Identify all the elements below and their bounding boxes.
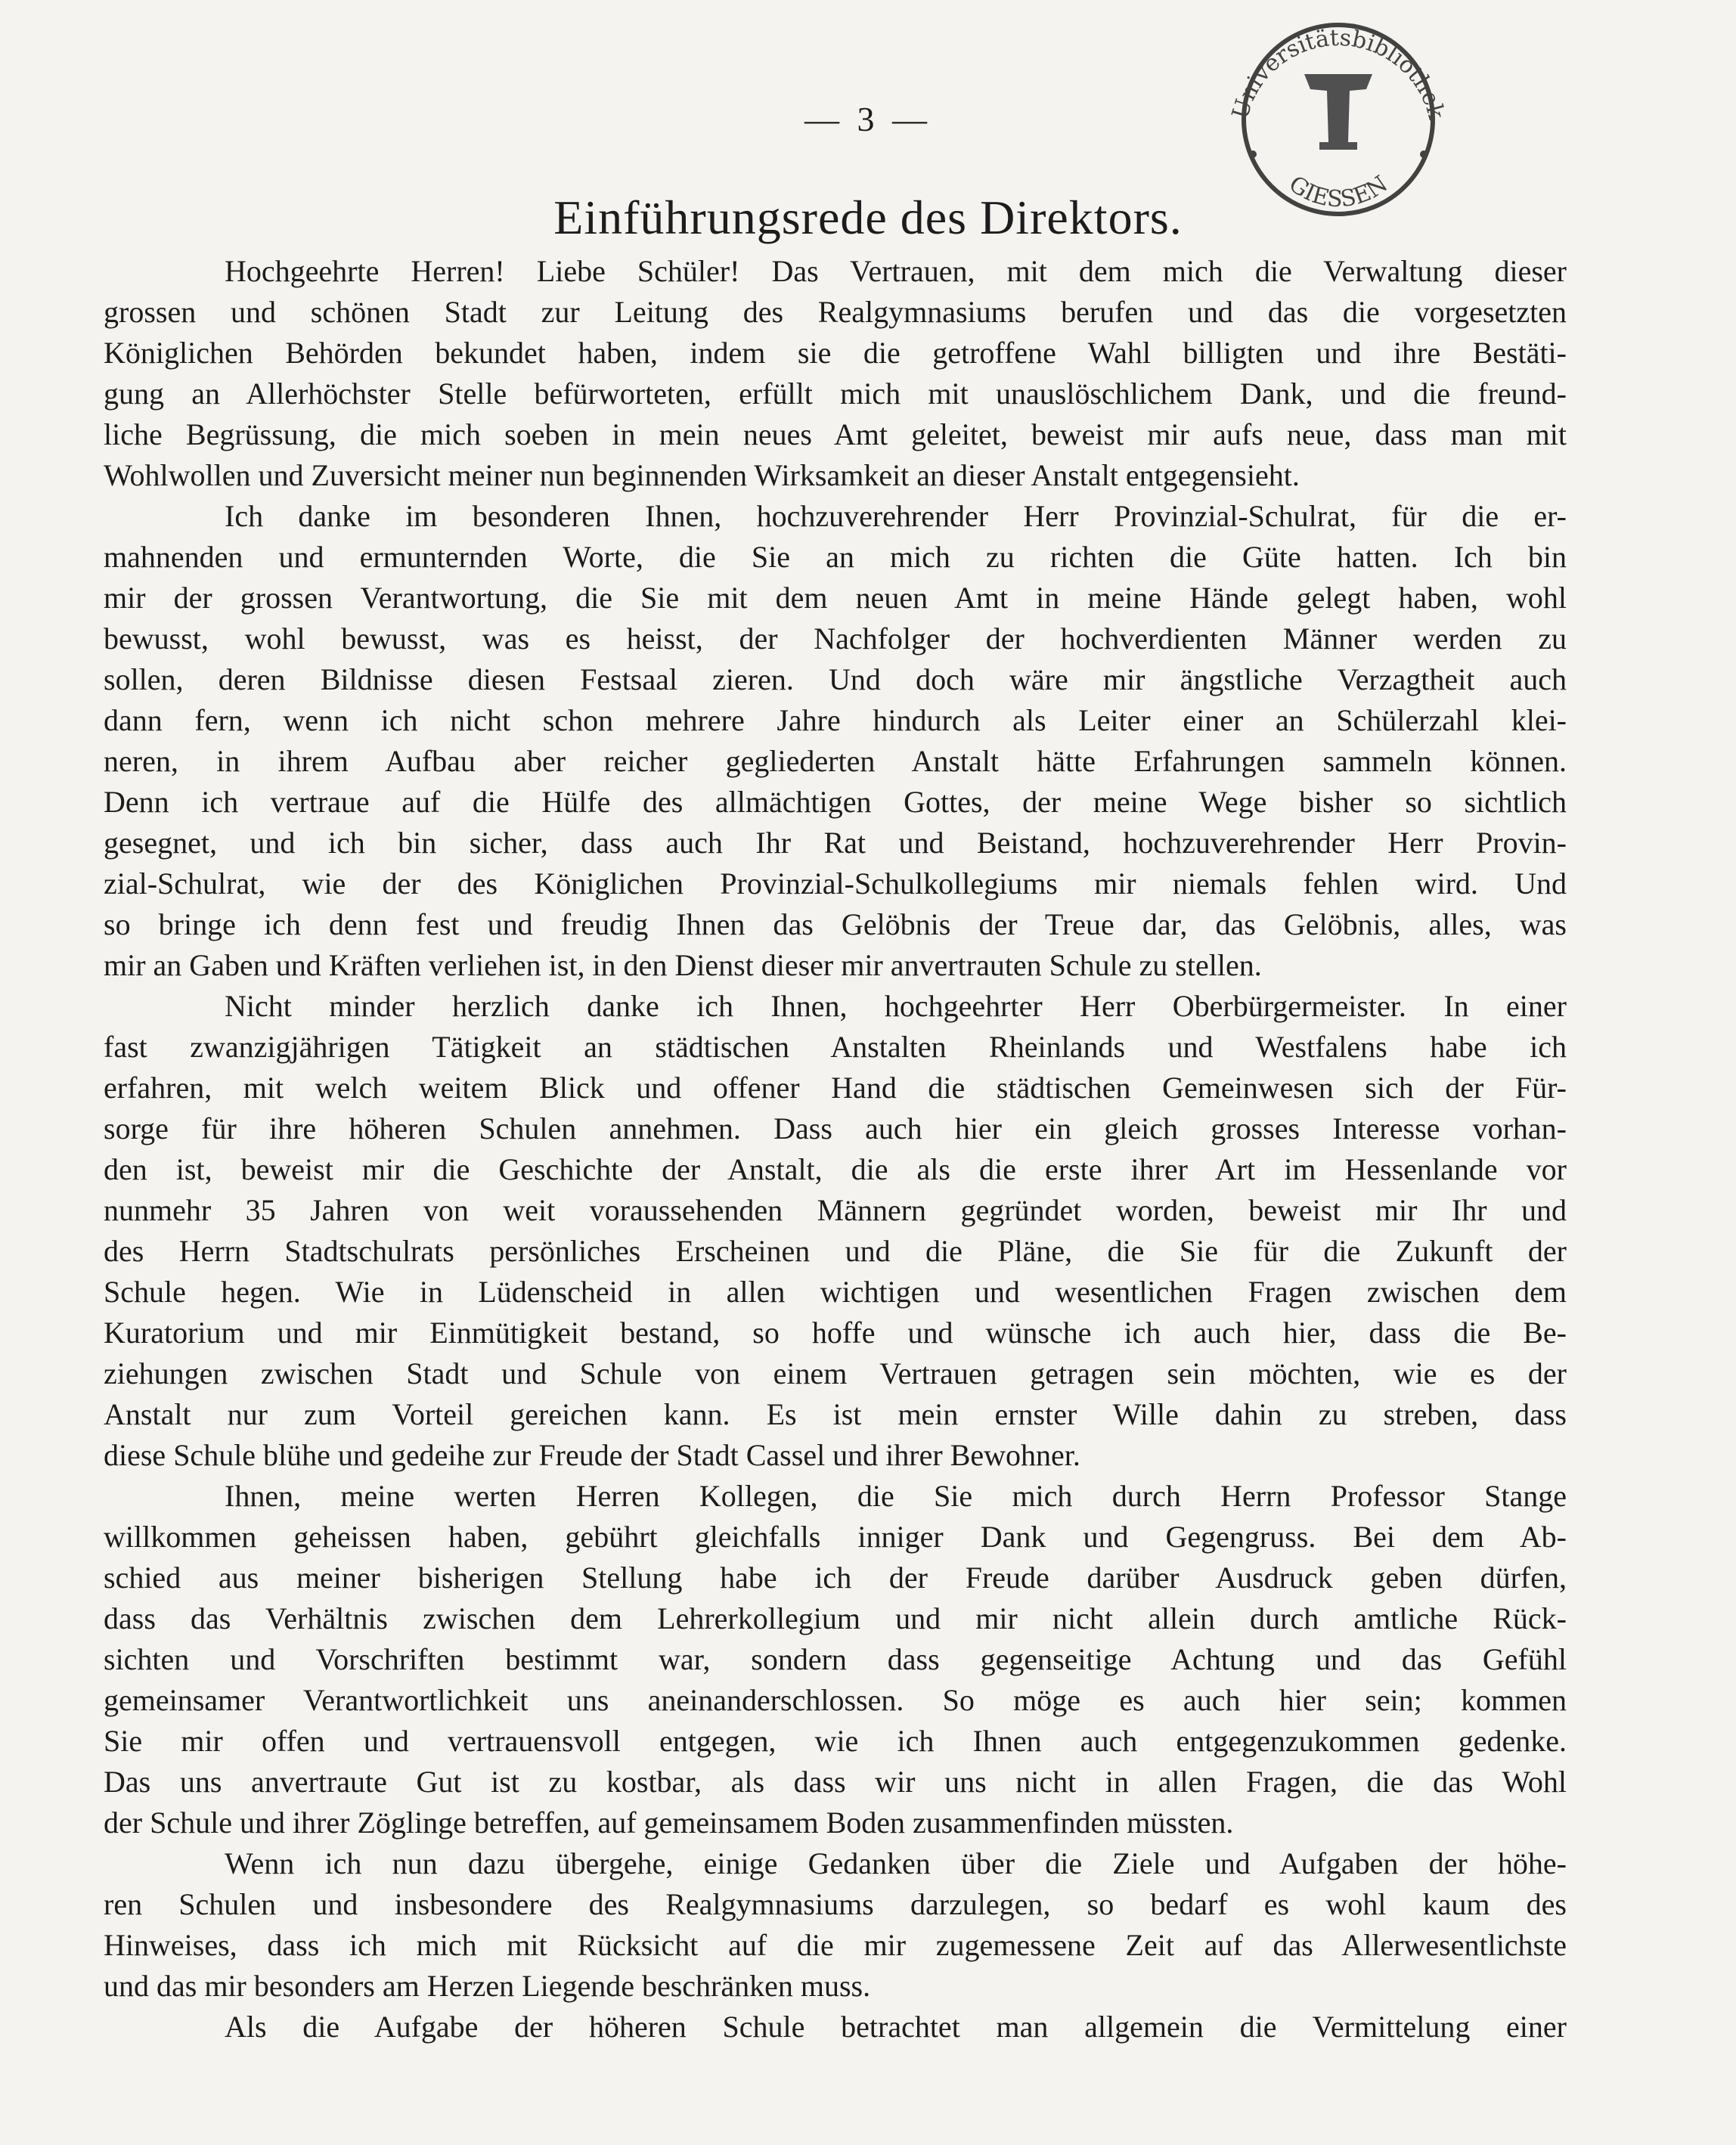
text-line: sollen, deren Bildnisse diesen Festsaal zieren. Und doch wäre mir ängstliche Verzagtheit auch: [104, 662, 1567, 696]
text-line: Sie mir offen und vertrauensvoll entgegen, wie ich Ihnen auch entgegenzukommen gedenke.: [104, 1724, 1567, 1758]
text-line: Wohlwollen und Zuversicht meiner nun beginnenden Wirksamkeit an dieser Anstalt entgegensieht.: [104, 458, 1300, 492]
text-line: mahnenden und ermunternden Worte, die Sie an mich zu richten die Güte hatten. Ich bin: [104, 540, 1567, 574]
text-line: sorge für ihre höheren Schulen annehmen. Dass auch hier ein gleich grosses Interesse vorhan-: [104, 1111, 1567, 1145]
text-line: Hinweises, dass ich mich mit Rücksicht auf die mir zugemessene Zeit auf das Allerwesentlichste: [104, 1928, 1567, 1962]
text-line: erfahren, mit welch weitem Blick und offener Hand die städtischen Gemeinwesen sich der Für-: [104, 1071, 1567, 1105]
text-line: schied aus meiner bisherigen Stellung habe ich der Freude darüber Ausdruck geben dürfen,: [104, 1561, 1567, 1595]
text-line: dann fern, wenn ich nicht schon mehrere Jahre hindurch als Leiter einer an Schülerzahl klei-: [104, 703, 1567, 737]
text-line: Nicht minder herzlich danke ich Ihnen, hochgeehrter Herr Oberbürgermeister. In einer: [225, 989, 1567, 1023]
text-line: Ich danke im besonderen Ihnen, hochzuverehrender Herr Provinzial-Schulrat, für die er-: [225, 499, 1567, 533]
stamp-dot-right: [1420, 150, 1428, 158]
text-line: den ist, beweist mir die Geschichte der Anstalt, die als die erste ihrer Art im Hessenlande vor: [104, 1152, 1567, 1186]
text-line: gung an Allerhöchster Stelle befürworteten, erfüllt mich mit unauslöschlichem Dank, und die freund-: [104, 377, 1567, 411]
text-line: sichten und Vorschriften bestimmt war, sondern dass gegenseitige Achtung und das Gefühl: [104, 1642, 1567, 1676]
text-line: neren, in ihrem Aufbau aber reicher gegliederten Anstalt hätte Erfahrungen sammeln können.: [104, 744, 1567, 778]
page-number: — 3 —: [804, 100, 932, 138]
text-line: Hochgeehrte Herren! Liebe Schüler! Das Vertrauen, mit dem mich die Verwaltung dieser: [225, 254, 1567, 288]
text-line: mir an Gaben und Kräften verliehen ist, in den Dienst dieser mir anvertrauten Schule zu stellen.: [104, 948, 1262, 982]
text-line: diese Schule blühe und gedeihe zur Freude der Stadt Cassel und ihrer Bewohner.: [104, 1438, 1080, 1472]
text-line: fast zwanzigjährigen Tätigkeit an städtischen Anstalten Rheinlands und Westfalens habe ich: [104, 1030, 1567, 1064]
text-line: ren Schulen und insbesondere des Realgymnasiums darzulegen, so bedarf es wohl kaum des: [104, 1887, 1567, 1921]
text-line: bewusst, wohl bewusst, was es heisst, der Nachfolger der hochverdienten Männer werden zu: [104, 621, 1567, 656]
text-line: gesegnet, und ich bin sicher, dass auch Ihr Rat und Beistand, hochzuverehrender Herr Provin-: [104, 826, 1567, 860]
page-title: Einführungsrede des Direktors.: [553, 191, 1183, 244]
text-line: des Herrn Stadtschulrats persönliches Erscheinen und die Pläne, die Sie für die Zukunft der: [104, 1234, 1567, 1268]
text-line: Schule hegen. Wie in Lüdenscheid in allen wichtigen und wesentlichen Fragen zwischen dem: [104, 1275, 1567, 1309]
text-line: Ihnen, meine werten Herren Kollegen, die Sie mich durch Herrn Professor Stange: [225, 1479, 1567, 1513]
text-line: Königlichen Behörden bekundet haben, indem sie die getroffene Wahl billigten und ihre Bestäti-: [104, 336, 1567, 370]
text-line: Anstalt nur zum Vorteil gereichen kann. Es ist mein ernster Wille dahin zu streben, dass: [104, 1397, 1567, 1431]
stamp-text-top: Universitätsbibliothek: [1226, 24, 1450, 122]
text-line: Denn ich vertraue auf die Hülfe des allmächtigen Gottes, der meine Wege bisher so sichtlich: [104, 785, 1567, 819]
speech-text: [104, 251, 1567, 2047]
text-line: ziehungen zwischen Stadt und Schule von einem Vertrauen getragen sein möchten, wie es der: [104, 1356, 1567, 1390]
text-line: willkommen geheissen haben, gebührt gleichfalls inniger Dank und Gegengruss. Bei dem Ab-: [104, 1520, 1567, 1554]
text-line: und das mir besonders am Herzen Liegende beschränken muss.: [104, 1969, 871, 2003]
text-line: gemeinsamer Verantwortlichkeit uns aneinanderschlossen. So möge es auch hier sein; kommen: [104, 1683, 1567, 1717]
text-line: Wenn ich nun dazu übergehe, einige Gedanken über die Ziele und Aufgaben der höhe-: [225, 1846, 1567, 1880]
text-line: der Schule und ihrer Zöglinge betreffen, auf gemeinsamem Boden zusammenfinden müssten.: [104, 1806, 1234, 1840]
text-line: nunmehr 35 Jahren von weit voraussehenden Männern gegründet worden, beweist mir Ihr und: [104, 1193, 1567, 1227]
text-line: liche Begrüssung, die mich soeben in mein neues Amt geleitet, beweist mir aufs neue, dass man mit: [104, 417, 1567, 451]
text-line: Das uns anvertraute Gut ist zu kostbar, als dass wir uns nicht in allen Fragen, die das Wohl: [104, 1765, 1567, 1799]
text-line: zial-Schulrat, wie der des Königlichen Provinzial-Schulkollegiums mir niemals fehlen wird. Und: [104, 866, 1567, 900]
stamp-dot-left: [1249, 150, 1257, 158]
text-line: dass das Verhältnis zwischen dem Lehrerkollegium und mir nicht allein durch amtliche Rück-: [104, 1601, 1567, 1635]
text-line: grossen und schönen Stadt zur Leitung des Realgymnasiums berufen und das die vorgesetzten: [104, 295, 1567, 329]
text-line: Als die Aufgabe der höheren Schule betrachtet man allgemein die Vermittelung einer: [225, 2010, 1567, 2044]
stamp-text-bottom: GIESSEN: [1284, 170, 1393, 213]
text-line: mir der grossen Verantwortung, die Sie mit dem neuen Amt in meine Hände gelegt haben, wohl: [104, 581, 1567, 615]
text-line: so bringe ich denn fest und freudig Ihnen das Gelöbnis der Treue dar, das Gelöbnis, alles, was: [104, 907, 1567, 941]
text-line: Kuratorium und mir Einmütigkeit bestand, so hoffe und wünsche ich auch hier, dass die Be-: [104, 1316, 1567, 1350]
